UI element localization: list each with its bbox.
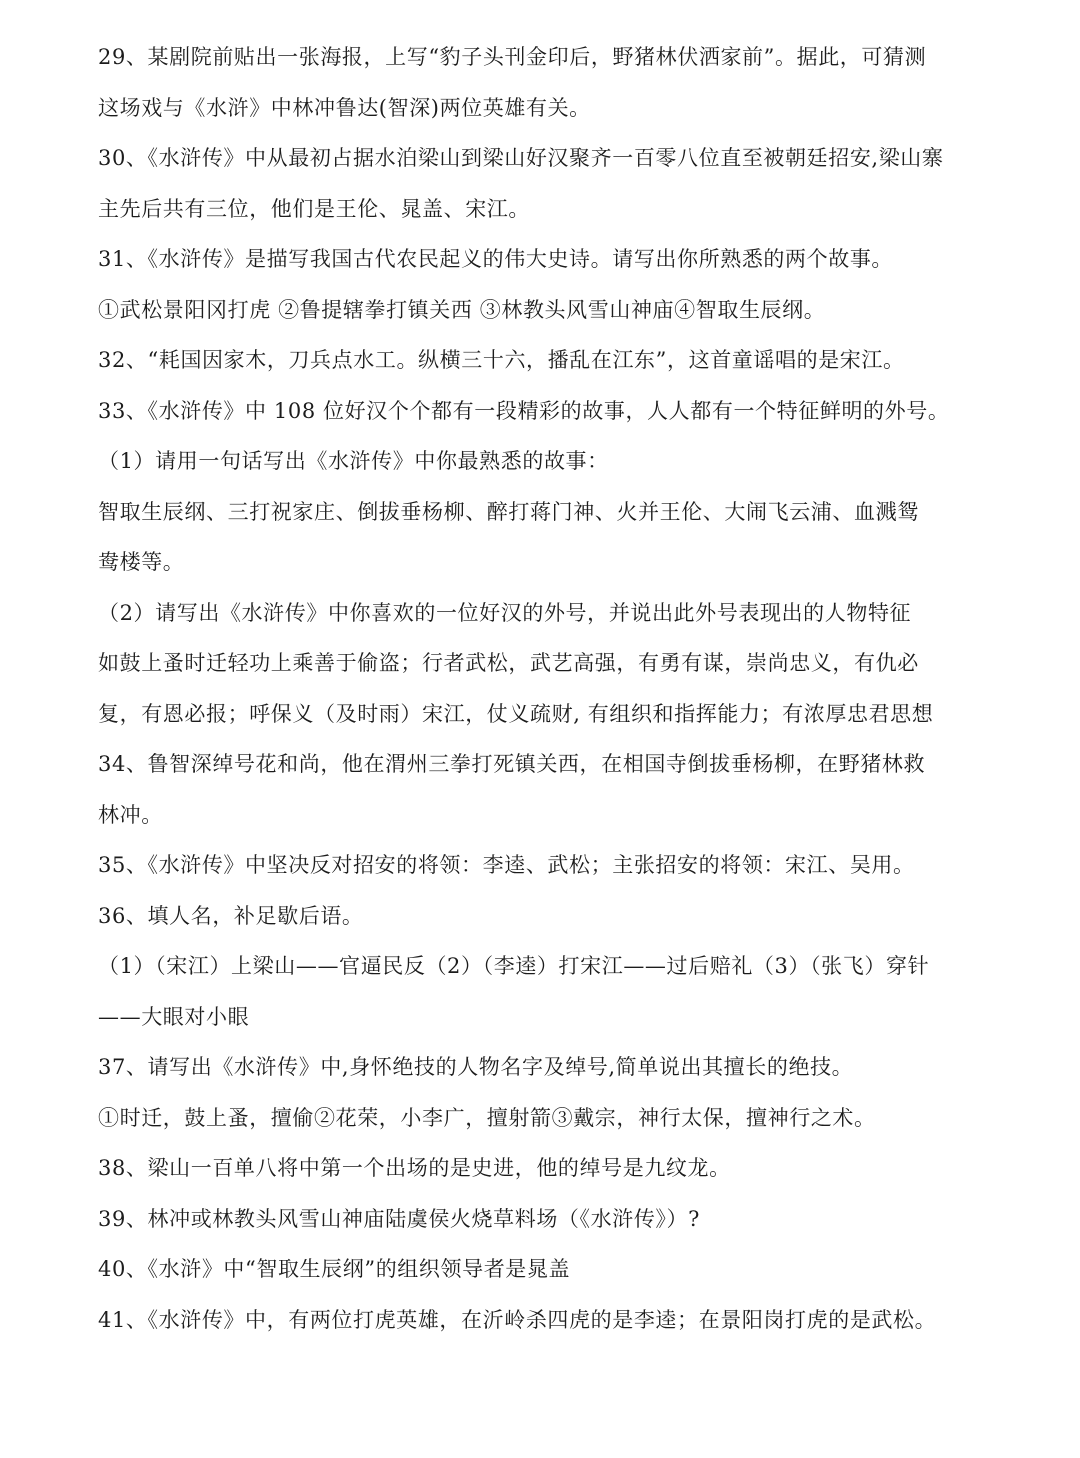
text-line: 35、《水浒传》中坚决反对招安的将领：李逵、武松；主张招安的将领：宋江、吴用。: [98, 853, 915, 877]
text-line: 林冲。: [98, 802, 163, 827]
document-body: [98, 32, 978, 1345]
text-line: ①时迁，鼓上蚤，擅偷②花荣，小李广，擅射箭③戴宗，神行太保，擅神行之术。: [98, 1105, 876, 1130]
text-line: 这场戏与《水浒》中林冲鲁达(智深)两位英雄有关。: [98, 95, 591, 120]
text-line: （2）请写出《水浒传》中你喜欢的一位好汉的外号，并说出此外号表现出的人物特征: [98, 600, 912, 625]
text-line: 复，有恩必报；呼保义（及时雨）宋江，仗义疏财, 有组织和指挥能力；有浓厚忠君思想: [98, 701, 934, 726]
text-line: 如鼓上蚤时迁轻功上乘善于偷盗；行者武松，武艺高强，有勇有谋，崇尚忠义，有仇必: [98, 651, 919, 675]
text-line: 41、《水浒传》中，有两位打虎英雄，在沂岭杀四虎的是李逵；在景阳岗打虎的是武松。: [98, 1307, 937, 1332]
text-line: 主先后共有三位，他们是王伦、晁盖、宋江。: [98, 196, 530, 221]
text-line: 32、“耗国因家木，刀兵点水工。纵横三十六，播乱在江东”，这首童谣唱的是宋江。: [98, 348, 905, 372]
text-line: 37、请写出《水浒传》中,身怀绝技的人物名字及绰号,简单说出其擅长的绝技。: [98, 1055, 854, 1079]
text-line: ——大眼对小眼: [98, 1004, 250, 1029]
text-line: 30、《水浒传》中从最初占据水泊梁山到梁山好汉聚齐一百零八位直至被朝廷招安,梁山寨: [98, 146, 944, 170]
text-line: 鸯楼等。: [98, 550, 185, 574]
text-line: ①武松景阳冈打虎 ②鲁提辖拳打镇关西 ③林教头风雪山神庙④智取生辰纲。: [98, 297, 826, 322]
text-line: 智取生辰纲、三打祝家庄、倒拔垂杨柳、醉打蒋门神、火并王伦、大闹飞云浦、血溅鸳: [98, 499, 919, 524]
text-line: 40、《水浒》中“智取生辰纲”的组织领导者是晁盖: [98, 1257, 571, 1281]
text-line: 29、某剧院前贴出一张海报，上写“豹子头刊金印后，野猪林伏洒家前”。据此，可猜测: [98, 45, 927, 69]
text-line: 34、鲁智深绰号花和尚，他在渭州三拳打死镇关西，在相国寺倒拔垂杨柳，在野猪林救: [98, 752, 926, 776]
text-line: 38、梁山一百单八将中第一个出场的是史进，他的绰号是九纹龙。: [98, 1156, 731, 1180]
text-line: 39、林冲或林教头风雪山神庙陆虞侯火烧草料场（《水浒传》）?: [98, 1206, 700, 1231]
text-line: 31、《水浒传》是描写我国古代农民起义的伟大史诗。请写出你所熟悉的两个故事。: [98, 247, 894, 271]
text-line: （1）（宋江）上梁山——官逼民反（2）（李逵）打宋江——过后赔礼（3）（张飞）穿针: [98, 954, 930, 978]
text-line: 33、《水浒传》中 108 位好汉个个都有一段精彩的故事，人人都有一个特征鲜明的外号。: [98, 398, 950, 423]
text-line: （1）请用一句话写出《水浒传》中你最熟悉的故事：: [98, 449, 609, 473]
text-line: 36、填人名，补足歇后语。: [98, 903, 364, 928]
